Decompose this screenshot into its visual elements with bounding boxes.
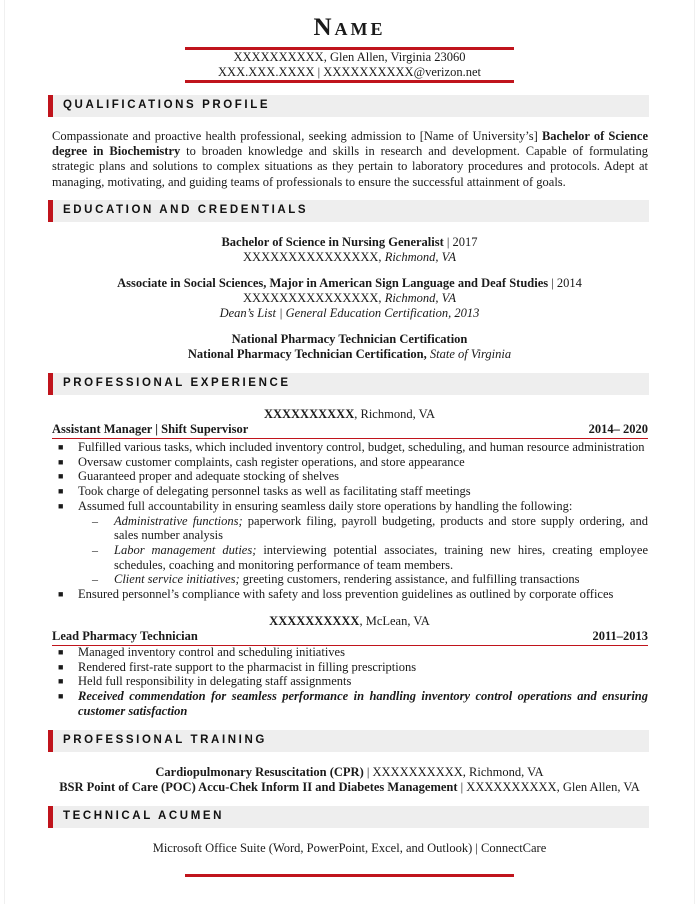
- job-dates: 2011–2013: [592, 629, 648, 643]
- certification-1: National Pharmacy Technician Certification: [231, 332, 468, 346]
- education-degree-1: [0, 235, 699, 250]
- list-item: ■ Managed inventory control and scheduling initiatives: [58, 645, 345, 659]
- training-item-2: [0, 780, 699, 795]
- list-item: ■ Ensured personnel’s compliance with safety and loss prevention guidelines as outlined by corporate offices: [58, 587, 614, 602]
- education-school-2: [0, 291, 699, 306]
- degree-year: | 2017: [443, 235, 478, 249]
- school-location: Richmond, VA: [384, 291, 456, 305]
- certification-name: National Pharmacy Technician Certification,: [187, 347, 427, 361]
- section-header-experience: [48, 373, 649, 395]
- job1-bullets: [52, 440, 648, 602]
- list-item: ■ Fulfilled various tasks, which included inventory control, budget, scheduling, and human resource administration: [58, 440, 645, 454]
- qualifications-paragraph: [52, 129, 648, 190]
- list-item: ■ Assumed full accountability in ensuring seamless daily store operations by handling the following:: [58, 498, 573, 513]
- degree-name: Bachelor of Science in Nursing Generalist: [221, 235, 444, 249]
- section-header-qualifications: [48, 95, 649, 117]
- training-name: BSR Point of Care (POC) Accu-Chek Inform II and Diabetes Management: [59, 780, 458, 794]
- school-name: XXXXXXXXXXXXXXX,: [243, 291, 385, 305]
- list-item: ■ Rendered first-rate support to the pharmacist in filling prescriptions: [58, 659, 417, 674]
- section-header-training: [48, 730, 649, 752]
- list-item: ■ Took charge of delegating personnel tasks as well as facilitating staff meetings: [58, 484, 471, 499]
- job1-employer: [0, 407, 699, 422]
- section-header-technical: [48, 806, 649, 828]
- section-title: TECHNICAL ACUMEN: [63, 810, 225, 822]
- qualifications-text-start: Compassionate and proactive health professional, seeking admission to [Name of University’s]: [52, 129, 542, 143]
- employer-location: , Richmond, VA: [354, 407, 436, 421]
- employer-name: XXXXXXXXXX: [269, 614, 360, 628]
- degree-year: | 2014: [548, 276, 582, 290]
- sub-list-item: – Labor management duties; interviewing potential associates, training new hires, creating employee schedules, coaching and monitoring performance of team members.: [92, 542, 648, 572]
- job-dates: 2014– 2020: [588, 422, 648, 436]
- contact-phone-email: XXX.XXX.XXXX | XXXXXXXXXX@verizon.net: [218, 65, 481, 79]
- school-location: Richmond, VA: [384, 250, 456, 264]
- target-degree: Bachelor of Science degree in Biochemistry: [52, 129, 648, 159]
- section-title: QUALIFICATIONS PROFILE: [63, 99, 271, 111]
- list-item: ■ Held full responsibility in delegating staff assignments: [58, 674, 352, 689]
- header-bottom-rule: [185, 80, 514, 83]
- training-provider: | XXXXXXXXXX, Glen Allen, VA: [457, 780, 640, 794]
- sub-list-item: – Administrative functions; paperwork filing, payroll budgeting, products and store supply ordering, and sales number analysis: [92, 513, 648, 543]
- training-name: Cardiopulmonary Resuscitation (CPR): [155, 765, 364, 779]
- contact-address: XXXXXXXXXX, Glen Allen, Virginia 23060: [233, 50, 466, 64]
- list-item: ■ Oversaw customer complaints, cash register operations, and store appearance: [58, 454, 465, 469]
- qualifications-text-end: to broaden knowledge and skills in research and development. Capable of formulating strategic plans and solutions to complex situations as they pertain to laboratory procedures and protocols. Adept at managing, motivating, and guiding teams of professionals to ensure the successful attainment of goals.: [52, 144, 648, 189]
- job1-title-row: [52, 422, 648, 439]
- education-degree-2: [0, 276, 699, 291]
- footer-rule: [185, 874, 514, 877]
- job-title: Assistant Manager | Shift Supervisor: [52, 422, 249, 436]
- employer-location: , McLean, VA: [359, 614, 430, 628]
- list-item: ■ Received commendation for seamless performance in handling inventory control operations and ensuring customer satisfaction: [58, 689, 648, 718]
- employer-name: XXXXXXXXXX: [263, 407, 355, 421]
- education-school-1: [0, 250, 699, 265]
- job-title: Lead Pharmacy Technician: [52, 629, 198, 643]
- sub-list-item: – Client service initiatives; greeting customers, rendering assistance, and fulfilling transactions: [92, 572, 580, 587]
- job2-title-row: [52, 629, 648, 646]
- section-title: PROFESSIONAL EXPERIENCE: [63, 377, 291, 389]
- section-title: PROFESSIONAL TRAINING: [63, 734, 267, 746]
- training-item-1: [0, 765, 699, 780]
- candidate-name: Name: [313, 14, 386, 41]
- list-item: ■ Guaranteed proper and adequate stocking of shelves: [58, 469, 340, 484]
- certification-2: [0, 347, 699, 362]
- education-honors: Dean’s List | General Education Certification, 2013: [219, 306, 480, 320]
- section-title: EDUCATION AND CREDENTIALS: [63, 204, 309, 216]
- certification-state: State of Virginia: [426, 347, 512, 361]
- school-name: XXXXXXXXXXXXXXX,: [243, 250, 385, 264]
- job2-employer: [0, 614, 699, 629]
- degree-name: Associate in Social Sciences, Major in American Sign Language and Deaf Studies: [117, 276, 549, 290]
- job2-bullets: [52, 645, 648, 719]
- technical-skills-line: Microsoft Office Suite (Word, PowerPoint, Excel, and Outlook) | ConnectCare: [152, 841, 547, 855]
- training-provider: | XXXXXXXXXX, Richmond, VA: [363, 765, 544, 779]
- section-header-education: [48, 200, 649, 222]
